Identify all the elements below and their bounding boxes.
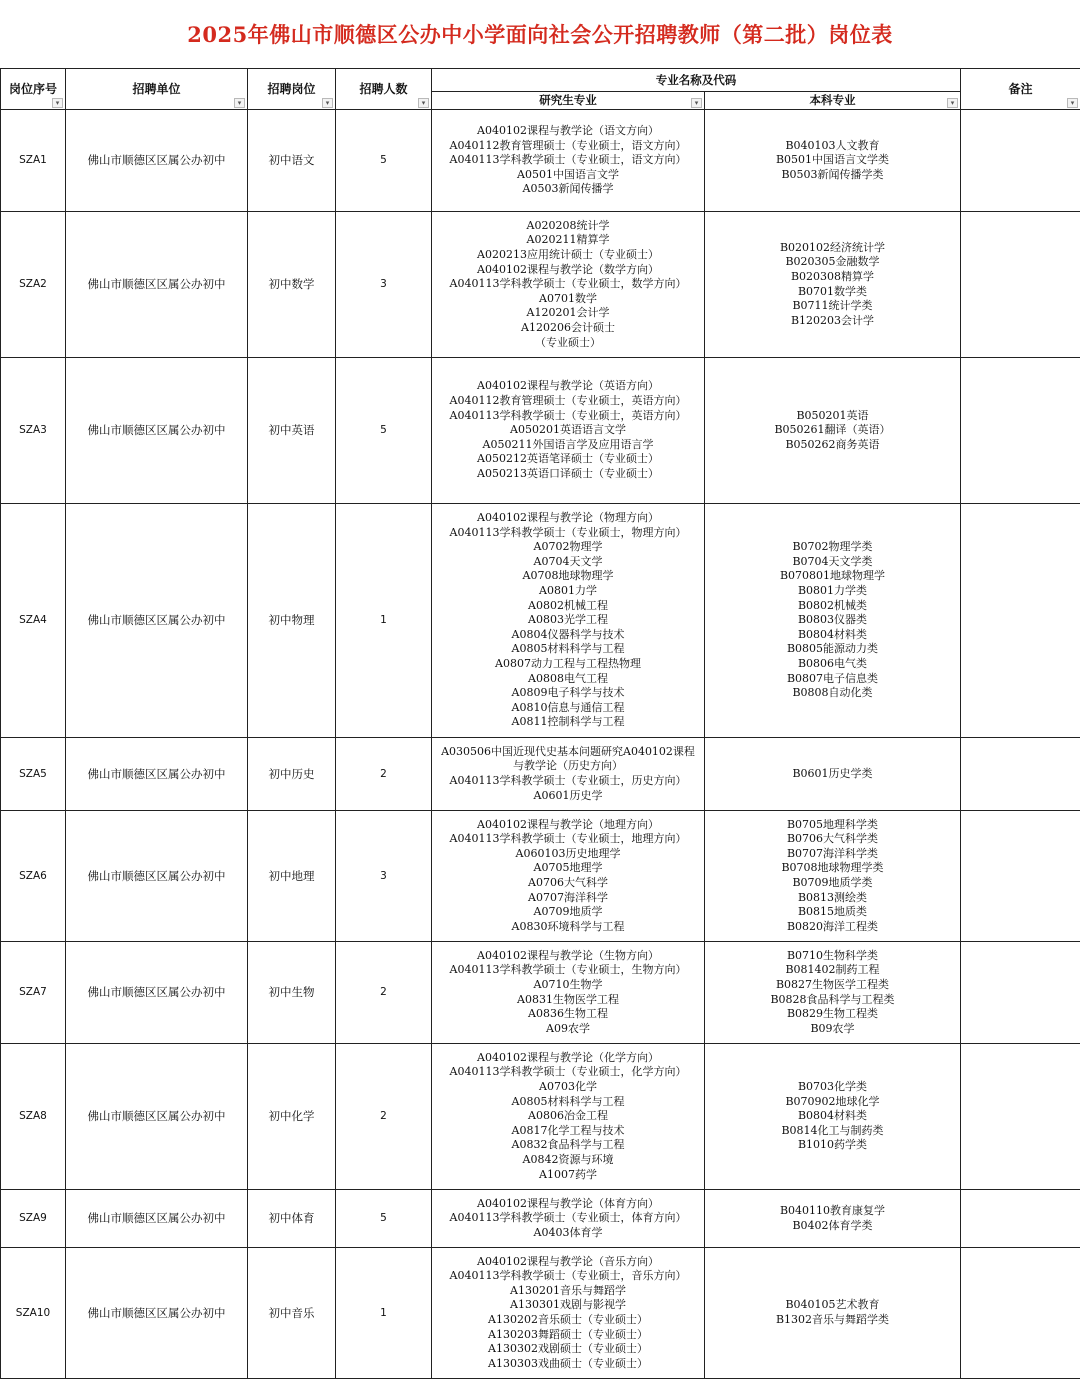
major-line: B0503新闻传播学类 <box>781 167 884 181</box>
major-line: A1007药学 <box>539 1167 597 1181</box>
table-row <box>1 358 1080 504</box>
major-line: A0703化学 <box>539 1080 597 1094</box>
major-line: B0704天文学类 <box>792 554 873 568</box>
header-unit: 招聘单位 ▾ <box>66 69 248 110</box>
major-line: A0501中国语言文学 <box>517 167 619 181</box>
major-line: B0402体育学类 <box>792 1218 873 1232</box>
major-line: A050213英语口译硕士（专业硕士） <box>477 466 659 480</box>
major-line: B070801地球物理学 <box>779 569 886 583</box>
remark-cell <box>961 1044 1080 1190</box>
major-line: A130302戏剧硕士（专业硕士） <box>488 1342 648 1356</box>
major-line: A0801力学 <box>539 584 597 598</box>
major-line: B1302音乐与舞蹈学类 <box>775 1313 890 1326</box>
major-line: B020308精算学 <box>790 269 875 283</box>
major-line: A030506中国近现代史基本问题研究A040102课程 <box>441 744 695 758</box>
major-line: A0601历史学 <box>533 788 603 802</box>
remark-cell <box>961 738 1080 811</box>
table-row <box>1 1044 1080 1190</box>
major-line: B0801力学类 <box>797 584 868 598</box>
major-line: 与教学论（历史方向） <box>513 759 623 773</box>
major-line: A0805材料科学与工程 <box>511 1094 625 1108</box>
grad-major-cell <box>432 1044 705 1190</box>
filter-dropdown-icon[interactable]: ▾ <box>234 98 245 108</box>
major-line: （专业硕士） <box>535 335 601 349</box>
table-row <box>1 738 1080 811</box>
filter-dropdown-icon[interactable]: ▾ <box>691 98 702 108</box>
major-line: A130202音乐硕士（专业硕士） <box>488 1313 648 1326</box>
undergrad-major-cell <box>705 504 961 738</box>
remark-cell <box>961 110 1080 212</box>
major-line: A0811控制科学与工程 <box>511 715 625 729</box>
major-line: A0702物理学 <box>533 540 603 554</box>
count-cell: 1 <box>336 1248 432 1379</box>
major-line: A040112教育管理硕士（专业硕士，英语方向） <box>449 394 687 408</box>
undergrad-major-cell <box>705 942 961 1044</box>
header-grad-major: 研究生专业 ▾ <box>432 92 705 110</box>
count-cell: 2 <box>336 942 432 1044</box>
major-line: B070902地球化学 <box>785 1094 880 1108</box>
major-line: A0810信息与通信工程 <box>511 700 625 714</box>
grad-major-cell <box>432 738 705 811</box>
undergrad-major-cell <box>705 1190 961 1248</box>
major-line: A09农学 <box>546 1021 590 1035</box>
filter-dropdown-icon[interactable]: ▾ <box>1067 98 1078 108</box>
pos-no-cell: SZA3 <box>1 358 66 504</box>
major-line: A130203舞蹈硕士（专业硕士） <box>488 1327 648 1341</box>
major-line: B040105艺术教育 <box>785 1298 880 1312</box>
major-line: A0707海洋科学 <box>528 890 608 904</box>
major-line: A040102课程与教学论（语文方向） <box>477 124 659 138</box>
major-line: A0832食品科学与工程 <box>511 1138 625 1152</box>
major-line: B0820海洋工程类 <box>786 919 879 933</box>
major-line: A040113学科教学硕士（专业硕士，生物方向） <box>449 963 687 977</box>
major-line: B0710生物科学类 <box>786 948 879 962</box>
job-cell: 初中地理 <box>248 811 336 942</box>
unit-cell: 佛山市顺德区区属公办初中 <box>66 504 248 738</box>
major-line: A040113学科教学硕士（专业硕士，地理方向） <box>449 832 687 846</box>
filter-dropdown-icon[interactable]: ▾ <box>947 98 958 108</box>
major-line: B050261翻译（英语） <box>774 423 891 437</box>
major-line: A0802机械工程 <box>528 598 608 612</box>
major-line: A0836生物工程 <box>528 1007 608 1021</box>
job-cell: 初中音乐 <box>248 1248 336 1379</box>
job-cell: 初中体育 <box>248 1190 336 1248</box>
major-line: A040112教育管理硕士（专业硕士，语文方向） <box>449 138 687 152</box>
major-line: B050201英语 <box>796 408 869 422</box>
grad-major-cell <box>432 942 705 1044</box>
major-line: A040113学科教学硕士（专业硕士，语文方向） <box>449 153 687 167</box>
major-line: B0802机械类 <box>797 598 868 612</box>
major-line: A0805材料科学与工程 <box>511 642 625 656</box>
major-line: A040102课程与教学论（化学方向） <box>477 1050 659 1064</box>
major-line: A040113学科教学硕士（专业硕士，英语方向） <box>449 408 687 422</box>
major-line: B0829生物工程类 <box>786 1007 879 1021</box>
pos-no-cell: SZA6 <box>1 811 66 942</box>
major-line: B1010药学类 <box>797 1138 868 1152</box>
major-line: A040102课程与教学论（体育方向） <box>477 1196 659 1210</box>
major-line: B0806电气类 <box>797 656 868 670</box>
pos-no-cell: SZA9 <box>1 1190 66 1248</box>
major-line: A050211外国语言学及应用语言学 <box>482 437 654 451</box>
major-line: B09农学 <box>810 1021 855 1035</box>
table-row <box>1 811 1080 942</box>
major-line: A0831生物医学工程 <box>517 992 619 1006</box>
major-line: B0708地球物理学类 <box>781 861 884 875</box>
major-line: B0803仪器类 <box>797 613 868 627</box>
major-line: A040113学科教学硕士（专业硕士，化学方向） <box>449 1065 687 1079</box>
major-line: A040113学科教学硕士（专业硕士，物理方向） <box>449 525 687 539</box>
major-line: B040103人文教育 <box>785 138 880 152</box>
grad-major-cell <box>432 811 705 942</box>
major-line: A0503新闻传播学 <box>522 182 614 196</box>
count-cell: 5 <box>336 1190 432 1248</box>
job-cell: 初中生物 <box>248 942 336 1044</box>
unit-cell: 佛山市顺德区区属公办初中 <box>66 1190 248 1248</box>
major-line: B020305金融数学 <box>785 255 880 269</box>
major-line: A0701数学 <box>539 291 597 305</box>
major-line: A060103历史地理学 <box>515 846 621 860</box>
header-remark: 备注 ▾ <box>961 69 1080 110</box>
major-line: B0701数学类 <box>797 284 868 298</box>
major-line: A0704天文学 <box>533 554 603 568</box>
major-line: B0804材料类 <box>797 1109 868 1123</box>
major-line: A0817化学工程与技术 <box>511 1123 625 1137</box>
major-line: A020211精算学 <box>526 233 610 247</box>
header-job: 招聘岗位 ▾ <box>248 69 336 110</box>
major-line: A050201英语语言文学 <box>510 423 626 437</box>
major-line: B050262商务英语 <box>785 437 880 451</box>
major-line: A0806冶金工程 <box>528 1109 608 1123</box>
filter-dropdown-icon[interactable]: ▾ <box>322 98 333 108</box>
major-line: A050212英语笔译硕士（专业硕士） <box>477 452 659 466</box>
major-line: B0709地质学类 <box>792 876 873 889</box>
unit-cell: 佛山市顺德区区属公办初中 <box>66 110 248 212</box>
pos-no-cell: SZA7 <box>1 942 66 1044</box>
major-line: B0815地质类 <box>797 905 868 919</box>
major-line: A040102课程与教学论（生物方向） <box>477 948 659 962</box>
major-line: B120203会计学 <box>790 313 875 327</box>
job-cell: 初中英语 <box>248 358 336 504</box>
major-line: A0804仪器科学与技术 <box>511 627 625 641</box>
major-line: A040113学科教学硕士（专业硕士，体育方向） <box>449 1211 687 1225</box>
pos-no-cell: SZA10 <box>1 1248 66 1379</box>
major-line: B0703化学类 <box>797 1080 868 1094</box>
header-pos-no: 岗位序号 ▾ <box>1 69 66 110</box>
table-row <box>1 212 1080 358</box>
table-row <box>1 1190 1080 1248</box>
count-cell: 2 <box>336 738 432 811</box>
major-line: B0807电子信息类 <box>786 671 879 685</box>
undergrad-major-cell <box>705 212 961 358</box>
major-line: A0830环境科学与工程 <box>511 919 625 933</box>
major-line: B0808自动化类 <box>792 686 873 700</box>
pos-no-cell: SZA8 <box>1 1044 66 1190</box>
undergrad-major-cell <box>705 811 961 942</box>
undergrad-major-cell <box>705 738 961 811</box>
pos-no-cell: SZA1 <box>1 110 66 212</box>
header-major-group: 专业名称及代码 <box>432 69 961 92</box>
header-undergrad-major: 本科专业 ▾ <box>705 92 961 110</box>
unit-cell: 佛山市顺德区区属公办初中 <box>66 1044 248 1190</box>
major-line: B0501中国语言文学类 <box>775 153 890 167</box>
filter-dropdown-icon[interactable]: ▾ <box>52 98 63 108</box>
remark-cell <box>961 358 1080 504</box>
job-cell: 初中历史 <box>248 738 336 811</box>
table-row <box>1 942 1080 1044</box>
remark-cell <box>961 942 1080 1044</box>
count-cell: 2 <box>336 1044 432 1190</box>
major-line: B0805能源动力类 <box>786 642 879 656</box>
filter-dropdown-icon[interactable]: ▾ <box>418 98 429 108</box>
job-cell: 初中语文 <box>248 110 336 212</box>
grad-major-cell <box>432 212 705 358</box>
job-cell: 初中数学 <box>248 212 336 358</box>
major-line: A120201会计学 <box>526 306 610 320</box>
major-line: A040102课程与教学论（英语方向） <box>477 379 659 393</box>
unit-cell: 佛山市顺德区区属公办初中 <box>66 358 248 504</box>
major-line: B0706大气科学类 <box>786 832 879 846</box>
grad-major-cell <box>432 358 705 504</box>
count-cell: 1 <box>336 504 432 738</box>
table-row <box>1 1248 1080 1379</box>
grad-major-cell <box>432 504 705 738</box>
major-line: A040102课程与教学论（音乐方向） <box>477 1254 659 1268</box>
unit-cell: 佛山市顺德区区属公办初中 <box>66 811 248 942</box>
pos-no-cell: SZA2 <box>1 212 66 358</box>
major-line: B0827生物医学工程类 <box>775 977 890 991</box>
major-line: A040113学科教学硕士（专业硕士，音乐方向） <box>449 1269 687 1283</box>
major-line: A0709地质学 <box>533 905 603 919</box>
major-line: B020102经济统计学 <box>779 240 886 254</box>
major-line: A130303戏曲硕士（专业硕士） <box>488 1356 648 1370</box>
grad-major-cell <box>432 1190 705 1248</box>
major-line: A0842资源与环境 <box>522 1152 614 1166</box>
major-line: A040102课程与教学论（物理方向） <box>477 511 659 525</box>
remark-cell <box>961 1190 1080 1248</box>
major-line: A0807动力工程与工程热物理 <box>495 656 641 670</box>
remark-cell <box>961 504 1080 738</box>
major-line: A020208统计学 <box>526 218 610 232</box>
major-line: A0403体育学 <box>533 1225 603 1239</box>
major-line: B0711统计学类 <box>792 299 873 313</box>
major-line: A130201音乐与舞蹈学 <box>510 1283 626 1297</box>
major-line: A0808电气工程 <box>528 671 608 685</box>
remark-cell <box>961 811 1080 942</box>
major-line: B0804材料类 <box>797 627 868 641</box>
count-cell: 5 <box>336 110 432 212</box>
major-line: A0809电子科学与技术 <box>511 686 625 700</box>
major-line: B040110教育康复学 <box>779 1203 886 1217</box>
remark-cell <box>961 1248 1080 1379</box>
grad-major-cell <box>432 1248 705 1379</box>
count-cell: 3 <box>336 811 432 942</box>
header-count: 招聘人数 ▾ <box>336 69 432 110</box>
undergrad-major-cell <box>705 1248 961 1379</box>
major-line: B0601历史学类 <box>792 766 873 780</box>
major-line: B0813测绘类 <box>797 890 868 904</box>
remark-cell <box>961 212 1080 358</box>
pos-no-cell: SZA4 <box>1 504 66 738</box>
major-line: B0702物理学类 <box>792 540 873 554</box>
job-cell: 初中化学 <box>248 1044 336 1190</box>
major-line: A040113学科教学硕士（专业硕士，历史方向） <box>449 774 687 787</box>
major-line: A020213应用统计硕士（专业硕士） <box>477 248 659 262</box>
pos-no-cell: SZA5 <box>1 738 66 811</box>
table-row <box>1 504 1080 738</box>
major-line: A0708地球物理学 <box>522 569 614 583</box>
major-line: A0803光学工程 <box>528 613 608 627</box>
major-line: A120206会计硕士 <box>521 320 615 334</box>
undergrad-major-cell <box>705 110 961 212</box>
unit-cell: 佛山市顺德区区属公办初中 <box>66 1248 248 1379</box>
major-line: A0705地理学 <box>533 861 603 875</box>
job-cell: 初中物理 <box>248 504 336 738</box>
unit-cell: 佛山市顺德区区属公办初中 <box>66 942 248 1044</box>
count-cell: 3 <box>336 212 432 358</box>
count-cell: 5 <box>336 358 432 504</box>
major-line: A130301戏剧与影视学 <box>510 1298 626 1312</box>
page-title: 2025年佛山市顺德区公办中小学面向社会公开招聘教师（第二批）岗位表 <box>187 22 893 47</box>
major-line: A040102课程与教学论（地理方向） <box>477 817 659 831</box>
table-row <box>1 110 1080 212</box>
undergrad-major-cell <box>705 1044 961 1190</box>
major-line: B0705地理科学类 <box>786 817 879 831</box>
major-line: B0814化工与制药类 <box>781 1123 884 1137</box>
major-line: A040102课程与教学论（数学方向） <box>477 262 659 276</box>
major-line: A0710生物学 <box>533 977 603 991</box>
major-line: B0828食品科学与工程类 <box>770 992 895 1006</box>
unit-cell: 佛山市顺德区区属公办初中 <box>66 738 248 811</box>
undergrad-major-cell <box>705 358 961 504</box>
major-line: B081402制药工程 <box>785 963 880 977</box>
recruitment-table <box>0 68 1080 1379</box>
grad-major-cell <box>432 110 705 212</box>
major-line: B0707海洋科学类 <box>786 846 879 860</box>
unit-cell: 佛山市顺德区区属公办初中 <box>66 212 248 358</box>
major-line: A040113学科教学硕士（专业硕士，数学方向） <box>449 277 687 291</box>
major-line: A0706大气科学 <box>528 876 608 889</box>
